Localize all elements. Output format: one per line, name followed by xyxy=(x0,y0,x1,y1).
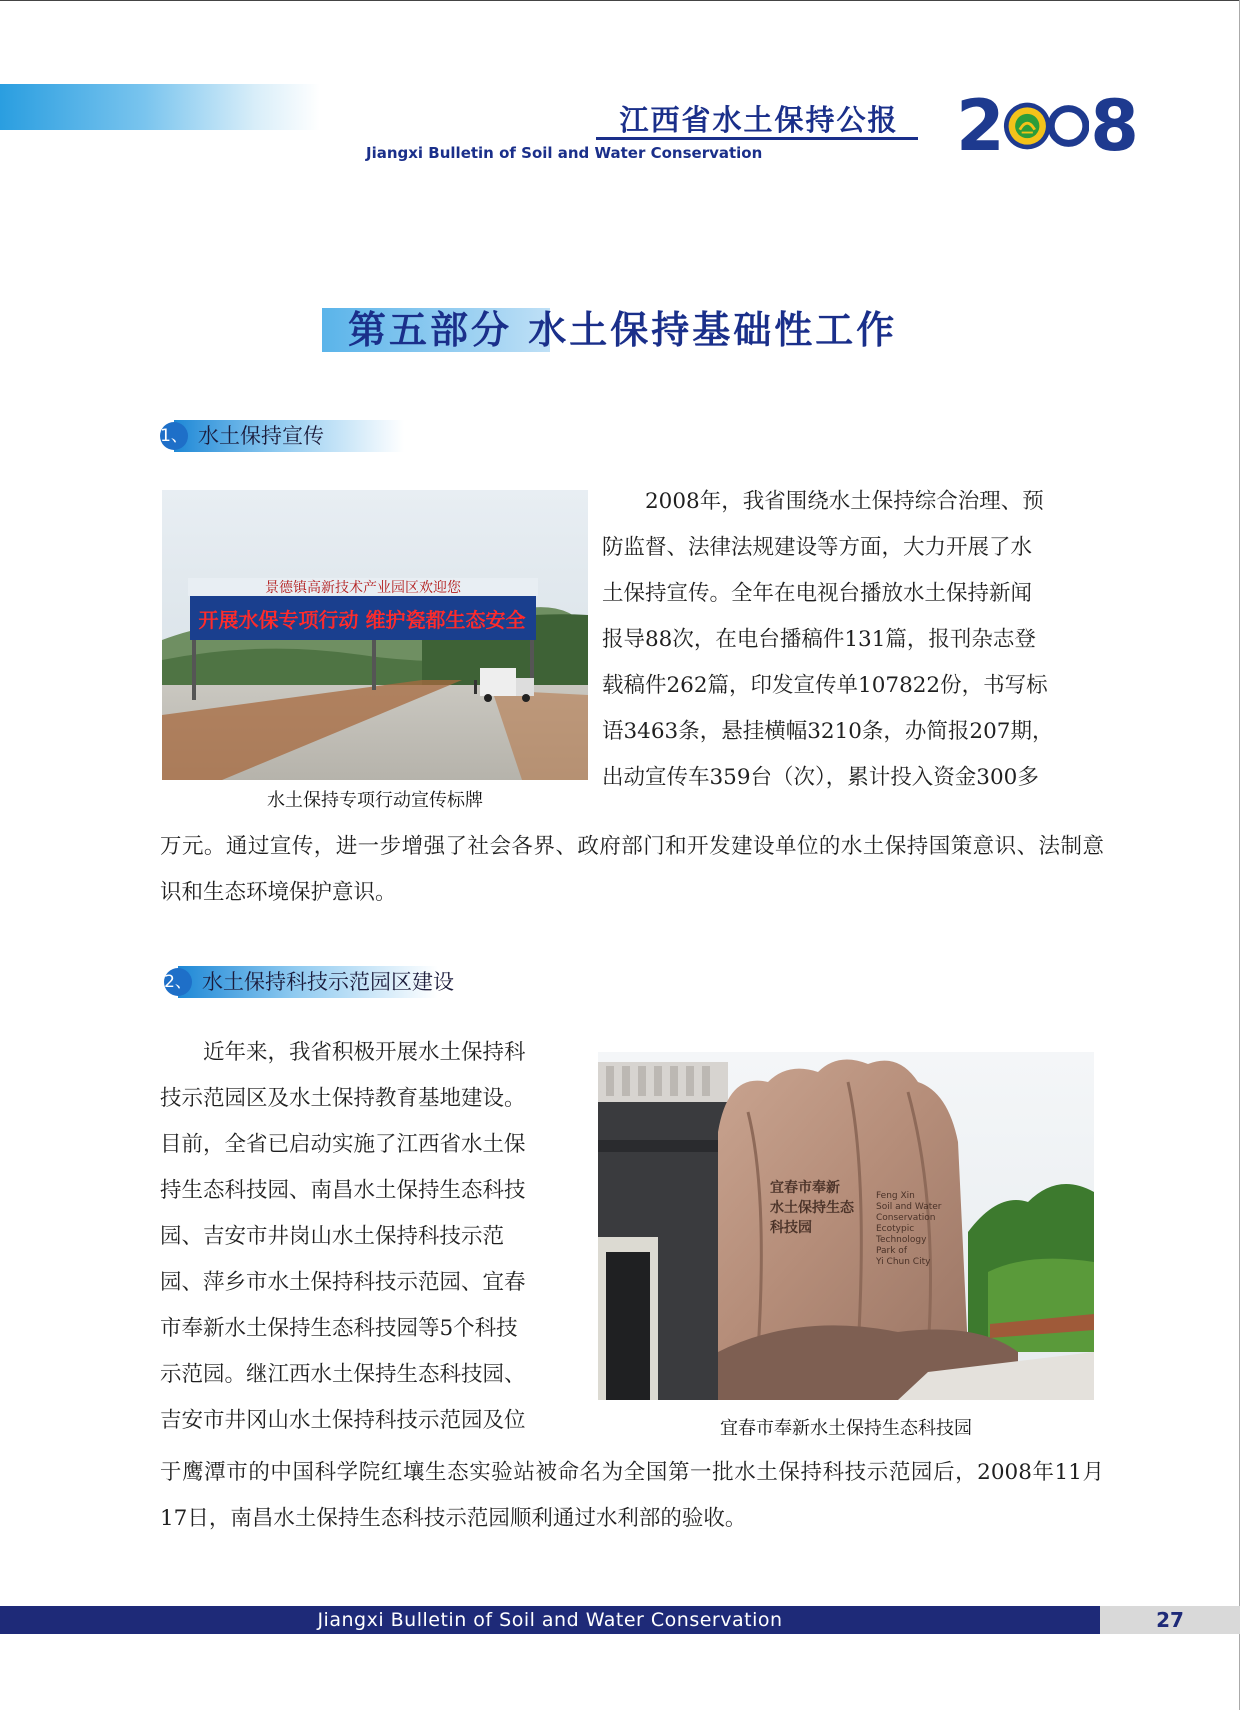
para2-line-6: 园、萍乡市水土保持科技示范园、宜春 xyxy=(160,1270,526,1295)
paragraph-demo-parks xyxy=(160,1030,586,1444)
paragraph-publicity xyxy=(602,479,1104,801)
top-border xyxy=(0,0,1240,1)
para2-line-5: 园、吉安市井岗山水土保持科技示范 xyxy=(160,1224,505,1249)
section-title xyxy=(322,306,942,354)
para2-line-7: 市奉新水土保持生态科技园等5个科技 xyxy=(160,1316,518,1341)
year-digit-right: 8 xyxy=(1090,85,1136,167)
stone-cn-line-2: 水土保持生态 xyxy=(770,1200,854,1216)
para2-line-9: 吉安市井冈山水土保持科技示范园及位 xyxy=(160,1408,526,1433)
para1-line-1: 2008年，我省围绕水土保持综合治理、预 xyxy=(645,489,1044,514)
para2-line-4: 持生态科技园、南昌水土保持生态科技 xyxy=(160,1178,526,1203)
subheading-demo-parks xyxy=(164,964,454,1000)
bulletin-title-cn: 江西省水土保持公报 xyxy=(619,103,899,137)
stone-en-line-3: Conservation xyxy=(876,1213,936,1223)
billboard-top-text: 景德镇高新技术产业园区欢迎您 xyxy=(265,580,461,596)
park-photo-svg xyxy=(598,1052,1094,1400)
emblem-ring-icon xyxy=(1048,100,1089,152)
stone-en-line-1: Feng Xin xyxy=(876,1191,915,1201)
subheading-publicity xyxy=(160,418,400,454)
para2-line-2: 技示范园区及水土保持教育基地建设。 xyxy=(160,1086,526,1111)
para1-line-3: 土保持宣传。全年在电视台播放水土保持新闻 xyxy=(602,581,1033,606)
subheading-number: 2、 xyxy=(164,968,192,996)
subheading-label: 水土保持科技示范园区建设 xyxy=(202,970,454,994)
caption-publicity-photo: 水土保持专项行动宣传标牌 xyxy=(267,790,483,811)
caption-park-photo: 宜春市奉新水土保持生态科技园 xyxy=(720,1418,972,1439)
para2-line-3: 目前，全省已启动实施了江西省水土保 xyxy=(160,1132,526,1157)
section-title-text: 第五部分 水土保持基础性工作 xyxy=(348,308,898,352)
emblem-icon xyxy=(1003,100,1052,152)
subheading-number: 1、 xyxy=(160,422,188,450)
stone-en-line-4: Ecotypic xyxy=(876,1224,915,1234)
stone-cn-line-1: 宜春市奉新 xyxy=(770,1180,840,1196)
para1-line-7: 出动宣传车359台（次），累计投入资金300多 xyxy=(602,765,1039,790)
para1-line-6: 语3463条，悬挂横幅3210条，办简报207期， xyxy=(602,719,1054,744)
stone-en-line-7: Yi Chun City xyxy=(876,1257,931,1267)
billboard-main-text: 开展水保专项行动 维护瓷都生态安全 xyxy=(198,608,526,632)
para2-line-8: 示范园。继江西水土保持生态科技园、 xyxy=(160,1362,526,1387)
bulletin-title-en: Jiangxi Bulletin of Soil and Water Conservation xyxy=(366,144,763,162)
stone-en-line-2: Soil and Water xyxy=(876,1202,942,1212)
paragraph-demo-parks-continued: 于鹰潭市的中国科学院红壤生态实验站被命名为全国第一批水土保持科技示范园后，2008年11月17日，南昌水土保持生态科技示范园顺利通过水利部的验收。 xyxy=(160,1460,1104,1531)
header-rule xyxy=(596,137,918,140)
stone-en-line-5: Technology xyxy=(876,1235,927,1245)
stone-en-line-6: Park of xyxy=(876,1246,907,1256)
photo-publicity-billboard xyxy=(162,490,588,780)
header-gradient-band xyxy=(0,84,320,130)
para1-line-5: 载稿件262篇，印发宣传单107822份，书写标 xyxy=(602,673,1048,698)
year-logo xyxy=(956,85,1136,167)
footer-text: Jiangxi Bulletin of Soil and Water Conservation xyxy=(317,1609,783,1631)
billboard-photo-svg xyxy=(162,490,588,780)
stone-cn-line-3: 科技园 xyxy=(770,1220,812,1236)
photo-fengxin-park xyxy=(598,1052,1094,1400)
para1-line-2: 防监督、法律法规建设等方面，大力开展了水 xyxy=(602,535,1033,560)
para1-line-4: 报导88次，在电台播稿件131篇，报刊杂志登 xyxy=(602,627,1036,652)
page-number: 27 xyxy=(1156,1608,1184,1632)
year-digit-left: 2 xyxy=(956,85,1002,167)
para2-line-1: 近年来，我省积极开展水土保持科 xyxy=(203,1040,526,1065)
subheading-label: 水土保持宣传 xyxy=(198,424,324,448)
paragraph-publicity-continued: 万元。通过宣传，进一步增强了社会各界、政府部门和开发建设单位的水土保持国策意识、法制意识和生态环境保护意识。 xyxy=(160,834,1104,905)
